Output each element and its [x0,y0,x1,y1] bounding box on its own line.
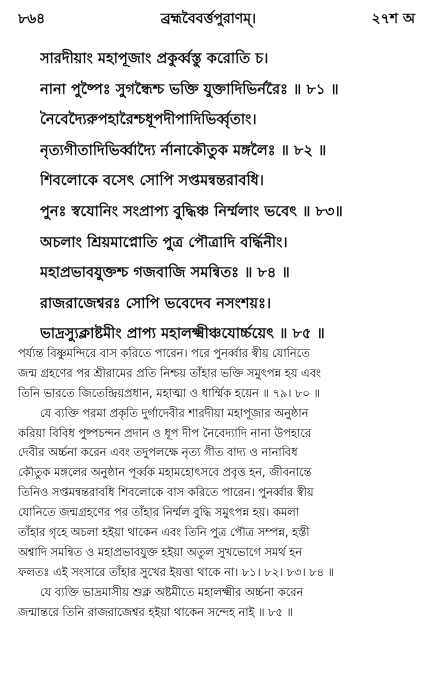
translation-line: দেবীর অর্চ্চনা করেন এবং তদুপলক্ষে নৃত্য গীত বাদ্য ও নানাবিধ [18,445,298,460]
verse-line: শিবলোকে বসেৎ সোপি সপ্তমন্বন্তরাবধি। [40,172,265,190]
translation-line: অশ্বাদি সমন্বিত ও মহাপ্রভাবযুক্ত হইয়া অতুল সুখভোগে সমর্থ হন [18,544,303,559]
translation-line: যোনিতে জন্মগ্রহণের পর তাঁহার নির্ম্মল বুদ্ধি সমুৎপন্ন হয়। কমলা [18,505,300,520]
sanskrit-verses [40,44,425,350]
running-title: ব্রহ্মবৈবর্ত্তপুরাণম্। [160,11,257,27]
translation-line: যে ব্যক্তি ভাদ্রমাসীয় শুক্ল অষ্টমীতে মহালক্ষ্মীর অর্চ্চনা করেন [40,584,304,599]
verse-line: নৃত্যগীতাদিভির্ব্বাদ্যৈ র্নানাকৌতুক মঙ্গলৈঃ ॥ ৮২ ॥ [40,141,327,159]
verse-line: ভাদ্রস্যুক্লাষ্টমীং প্রাপ্য মহালক্ষ্মীঞ্চযোর্চ্চয়েৎ ॥ ৮৫ ॥ [40,325,325,343]
translation-line: যে ব্যক্তি পরমা প্রকৃতি দুর্গাদেবীর শারদীয়া মহাপূজার অনুষ্ঠান [40,405,309,420]
verse-line: সারদীয়াং মহাপূজাং প্রকুর্ব্বস্তু করোতি চ। [40,50,269,67]
page-header [18,6,415,32]
verse-line: নৈবেদ্যৈরুপহারৈশ্চধূপদীপাদিভির্ব্বৃতাং। [40,111,257,129]
chapter-label: ২৭শ অ [371,11,415,27]
translation-line: করিয়া বিবিধ পুষ্পচন্দন প্রদান ও ধূপ দীপ নৈবেদ্যাদি নানা উপহারে [18,425,312,440]
verse-line: নানা পুষ্পৈঃ সুগন্ধৈশ্চ ভক্তি যুক্তাদিভির্নরৈঃ ॥ ৮১ ॥ [40,80,339,98]
translation-line: ফলতঃ এই সংসারে তাঁহার সুখের ইয়ত্তা থাকে না। ৮১। ৮২। ৮৩। ৮৪ ॥ [18,564,335,579]
translation-line: তিনি ভারতে জিতেন্দ্রিয়প্রধান, মহাত্মা ও ধার্ম্মিক হয়েন ॥ ৭৯। ৮০ ॥ [18,385,320,400]
translation-line: তাঁহার গৃহে অচলা হইয়া থাকেন এবং তিনি পুত্র পৌত্র সম্পন্ন, হস্তী [18,525,310,540]
translation-line: জন্ম গ্রহণের পর শ্রীরামের প্রতি নিশ্চয় তাঁহার ভক্তি সমুৎপন্ন হয় এবং [18,365,321,380]
translation-line: পর্য্যন্ত বিষ্ণুমন্দিরে বাস করিতে পারেন। পরে পুনর্ব্বার স্বীয় যোনিতে [18,346,310,360]
bengali-translation [18,344,420,622]
translation-line: কৌতুক মঙ্গলের অনুষ্ঠান পূর্ব্বক মহামহোৎসবে প্রবৃত্ত হন, জীবনান্তে [18,465,312,480]
translation-line: তিনিও সপ্তমন্বন্তরাবধি শিবলোকে বাস করিতে পারেন। পুনর্ব্বার স্বীয় [18,485,314,500]
verse-line: রাজরাজেশ্বরঃ সোপি ভবেদেব নসংশয়ঃ। [40,294,272,312]
verse-line: অচলাং শ্রিয়মাপ্নোতি পুত্র পৌত্রাদি বর্দ্ধিনীং। [40,233,288,251]
translation-line: জন্মান্তরে তিনি রাজরাজেশ্বর হইয়া থাকেন সন্দেহ নাই ॥ ৮৫ ॥ [18,604,293,619]
verse-line: পুনঃ স্বযোনিং সংপ্রাপ্য বুদ্ধিঞ্চ নির্ম্মলাং ভবেৎ ॥ ৮৩॥ [40,202,343,220]
page-number: ৮৬৪ [18,11,46,27]
verse-line: মহাপ্রভাবযুক্তশ্চ গজবাজি সমন্বিতঃ ॥ ৮৪ ॥ [40,264,290,282]
